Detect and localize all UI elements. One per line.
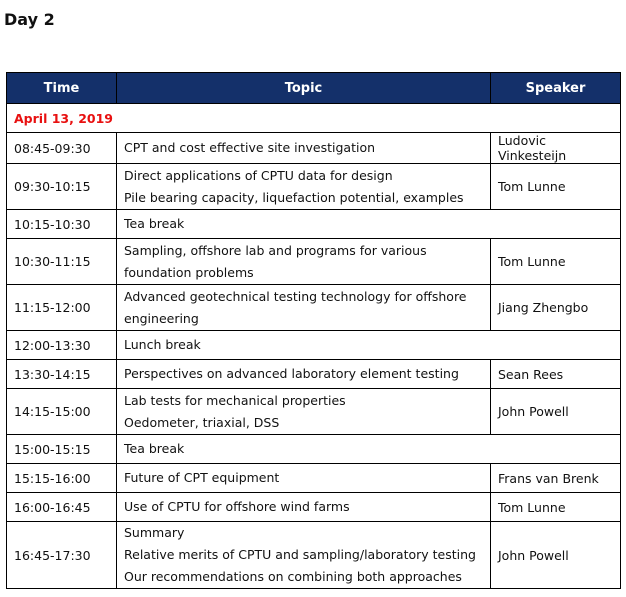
time-cell: 14:15-15:00 xyxy=(7,389,117,435)
topic-line: Tea break xyxy=(124,216,185,231)
topic-cell xyxy=(117,133,491,164)
date-label: April 13, 2019 xyxy=(7,104,621,133)
topic-line: Future of CPT equipment xyxy=(124,470,280,485)
table-row xyxy=(7,435,621,464)
speaker-cell: Frans van Brenk xyxy=(491,464,621,493)
date-row xyxy=(7,104,621,133)
time-cell: 10:30-11:15 xyxy=(7,239,117,285)
time-cell: 10:15-10:30 xyxy=(7,210,117,239)
topic-line: Lunch break xyxy=(124,337,201,352)
time-cell: 16:45-17:30 xyxy=(7,522,117,589)
table-row xyxy=(7,522,621,589)
speaker-cell: John Powell xyxy=(491,389,621,435)
topic-line: foundation problems xyxy=(124,264,254,280)
topic-line: Lab tests for mechanical properties xyxy=(124,392,346,408)
topic-line: Advanced geotechnical testing technology for offshore xyxy=(124,288,467,304)
header-time: Time xyxy=(7,73,117,104)
topic-line: CPT and cost effective site investigation xyxy=(124,140,376,155)
time-cell: 11:15-12:00 xyxy=(7,285,117,331)
topic-cell xyxy=(117,331,621,360)
header-topic: Topic xyxy=(117,73,491,104)
table-row xyxy=(7,210,621,239)
topic-cell xyxy=(117,435,621,464)
schedule-table xyxy=(6,72,621,589)
time-cell: 13:30-14:15 xyxy=(7,360,117,389)
table-row xyxy=(7,389,621,435)
header-speaker: Speaker xyxy=(491,73,621,104)
table-row xyxy=(7,493,621,522)
topic-cell xyxy=(117,464,491,493)
topic-line: Oedometer, triaxial, DSS xyxy=(124,414,280,430)
speaker-cell: Tom Lunne xyxy=(491,493,621,522)
table-row xyxy=(7,164,621,210)
topic-cell xyxy=(117,360,491,389)
topic-cell xyxy=(117,164,491,210)
topic-cell xyxy=(117,493,491,522)
topic-line: Tea break xyxy=(124,441,185,456)
speaker-cell: Ludovic Vinkesteijn xyxy=(491,133,621,164)
table-row xyxy=(7,285,621,331)
topic-line: engineering xyxy=(124,310,199,326)
speaker-cell: John Powell xyxy=(491,522,621,589)
topic-line: Relative merits of CPTU and sampling/laboratory testing xyxy=(124,547,476,562)
table-row xyxy=(7,133,621,164)
topic-line: Direct applications of CPTU data for design xyxy=(124,167,393,183)
topic-line: Our recommendations on combining both approaches xyxy=(124,569,462,584)
page-title: Day 2 xyxy=(4,10,55,29)
speaker-cell: Sean Rees xyxy=(491,360,621,389)
table-row xyxy=(7,239,621,285)
topic-cell xyxy=(117,285,491,331)
time-cell: 09:30-10:15 xyxy=(7,164,117,210)
time-cell: 15:00-15:15 xyxy=(7,435,117,464)
topic-line: Pile bearing capacity, liquefaction potential, examples xyxy=(124,189,464,205)
topic-cell xyxy=(117,210,621,239)
topic-cell xyxy=(117,239,491,285)
time-cell: 16:00-16:45 xyxy=(7,493,117,522)
time-cell: 08:45-09:30 xyxy=(7,133,117,164)
topic-cell xyxy=(117,522,491,589)
header-row xyxy=(7,73,621,104)
table-row xyxy=(7,464,621,493)
topic-line: Perspectives on advanced laboratory element testing xyxy=(124,366,459,381)
speaker-cell: Tom Lunne xyxy=(491,164,621,210)
topic-cell xyxy=(117,389,491,435)
time-cell: 12:00-13:30 xyxy=(7,331,117,360)
topic-line: Use of CPTU for offshore wind farms xyxy=(124,499,350,514)
topic-line: Summary xyxy=(124,525,185,540)
topic-line: Sampling, offshore lab and programs for various xyxy=(124,242,427,258)
table-row xyxy=(7,331,621,360)
time-cell: 15:15-16:00 xyxy=(7,464,117,493)
table-row xyxy=(7,360,621,389)
speaker-cell: Jiang Zhengbo xyxy=(491,285,621,331)
speaker-cell: Tom Lunne xyxy=(491,239,621,285)
